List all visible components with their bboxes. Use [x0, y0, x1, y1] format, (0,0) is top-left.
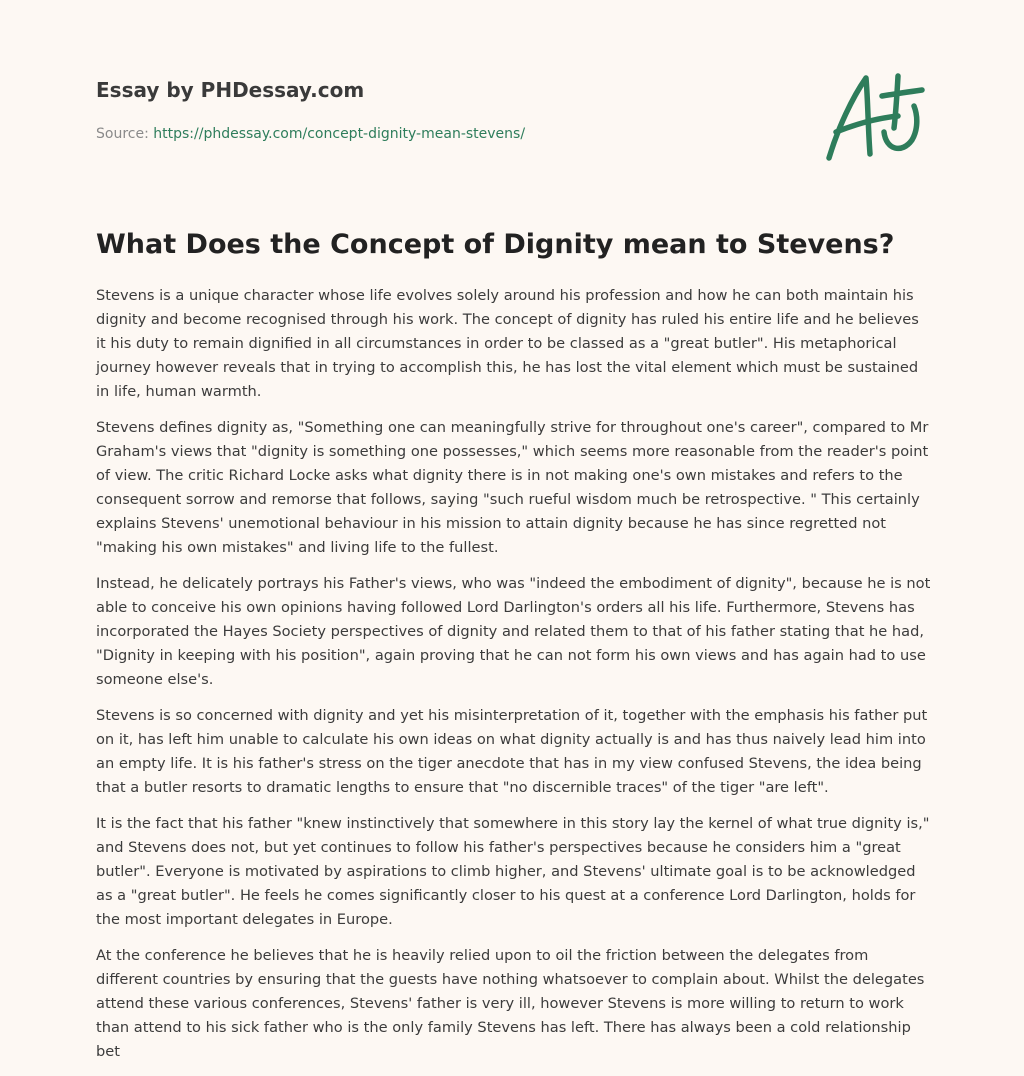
essay-body	[96, 284, 932, 1076]
essay-title: What Does the Concept of Dignity mean to Stevens?	[96, 229, 895, 260]
essay-paragraph: Instead, he delicately portrays his Father's views, who was "indeed the embodiment of dignity", because he is not able to conceive his own opinions having followed Lord Darlington's orders all his life. Furthermore, Stevens has incorporated the Hayes Society perspectives of dignity and related them to that of his father stating that he had, "Dignity in keeping with his position", again proving that he can not form his own views and has again had to use someone else's.	[96, 575, 931, 688]
essay-paragraph: At the conference he believes that he is heavily relied upon to oil the friction between the delegates from different countries by ensuring that the guests have nothing whatsoever to complain about. Whilst the delegates attend these various conferences, Stevens' father is very ill, however Stevens is more willing to return to work than attend to his sick father who is the only family Stevens has left. There has always been a cold relationship bet	[96, 947, 925, 1060]
source-line	[96, 124, 796, 144]
essay-paragraph: It is the fact that his father "knew instinctively that somewhere in this story lay the kernel of what true dignity is," and Stevens does not, but yet continues to follow his father's perspectives because he considers him a "great butler". Everyone is motivated by aspirations to climb higher, and Stevens' ultimate goal is to be acknowledged as a "great butler". He feels he comes significantly closer to his quest at a conference Lord Darlington, holds for the most important delegates in Europe.	[96, 815, 930, 928]
essay-paragraph: Stevens is a unique character whose life evolves solely around his profession and how he can both maintain his dignity and become recognised through his work. The concept of dignity has ruled his entire life and he believes it his duty to remain dignified in all circumstances in order to be classed as a "great butler". His metaphorical journey however reveals that in trying to accomplish this, he has lost the vital element which must be sustained in life, human warmth.	[96, 287, 919, 400]
essay-paragraph: Stevens defines dignity as, "Something one can meaningfully strive for throughout one's career", compared to Mr Graham's views that "dignity is something one possesses," which seems more reasonable from the reader's point of view. The critic Richard Locke asks what dignity there is in not making one's own mistakes and refers to the consequent sorrow and remorse that follows, saying "such rueful wisdom much be retrospective. " This certainly explains Stevens' unemotional behaviour in his mission to attain dignity because he has since regretted not "making his own mistakes" and living life to the fullest.	[96, 419, 929, 556]
site-title: Essay by PHDessay.com	[96, 78, 365, 102]
page-header	[96, 76, 796, 144]
a-plus-logo-icon	[822, 66, 926, 166]
essay-paragraph: Stevens is so concerned with dignity and yet his misinterpretation of it, together with the emphasis his father put on it, has left him unable to calculate his own ideas on what dignity actually is and has thus naively lead him into an empty life. It is his father's stress on the tiger anecdote that has in my view confused Stevens, the idea being that a butler resorts to dramatic lengths to ensure that "no discernible traces" of the tiger "are left".	[96, 707, 928, 796]
source-label: Source:	[96, 126, 154, 142]
source-link[interactable]: https://phdessay.com/concept-dignity-mean-stevens/	[153, 126, 526, 142]
